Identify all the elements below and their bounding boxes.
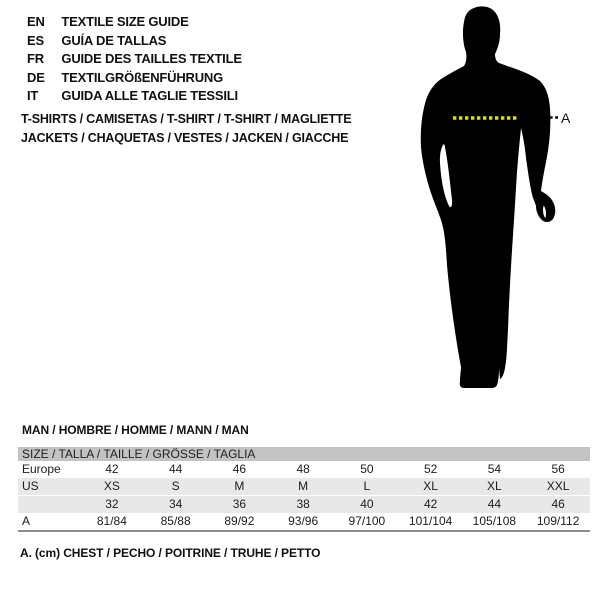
garment-categories [21,110,351,148]
row-label: Europe [22,462,61,476]
language-row-es [27,32,242,51]
measure-label-a: A [561,110,571,126]
measure-footnote: A. (cm) CHEST / PECHO / POITRINE / TRUHE / PETTO [20,546,321,560]
table-cell: 56 [551,462,565,476]
language-code: IT [27,88,39,103]
language-code: FR [27,51,44,66]
table-cell: 52 [423,462,438,476]
table-cell: 44 [168,462,183,476]
table-cell: XXL [526,478,590,496]
size-table-header-row [18,447,590,461]
section-title-man: MAN / HOMBRE / HOMME / MANN / MAN [22,423,249,437]
table-cell: 44 [463,496,527,514]
man-silhouette-figure [408,2,594,394]
table-cell: XS [80,478,144,496]
table-cell: 46 [232,462,247,476]
table-cell: 42 [105,462,119,476]
table-cell: M [271,478,335,496]
table-cell: 109/112 [536,514,580,528]
language-code: DE [27,69,45,85]
table-cell: S [144,478,208,496]
table-cell: 105/108 [472,514,517,528]
language-row-it [27,87,242,106]
language-label: GUIDA ALLE TAGLIE TESSILI [61,88,238,103]
row-label: US [18,478,80,496]
language-label: GUÍA DE TALLAS [61,32,167,48]
table-cell: 32 [80,496,144,514]
language-label: TEXTILGRÖßENFÜHRUNG [61,69,224,85]
language-row-fr [27,50,242,69]
table-row-us-numeric [18,496,590,514]
table-row-europe [18,461,590,478]
table-cell: 46 [526,496,590,514]
table-cell: 54 [487,462,502,476]
table-cell: 34 [144,496,208,514]
table-cell: 40 [335,496,399,514]
table-cell: 85/88 [160,514,191,528]
language-code: EN [27,14,45,29]
table-cell: M [208,478,272,496]
table-cell: XL [463,478,527,496]
size-table-header: SIZE / TALLA / TAILLE / GRÖSSE / TAGLIA [18,447,590,461]
row-label: A [22,514,31,528]
table-cell: 97/100 [348,514,386,528]
category-line-jackets: JACKETS / CHAQUETAS / VESTES / JACKEN / GIACCHE [21,131,349,145]
size-table [18,447,590,532]
language-label: GUIDE DES TAILLES TEXTILE [61,51,242,66]
man-silhouette-shape [421,6,556,388]
table-cell: XL [399,478,463,496]
table-row-a-chest [18,513,590,531]
table-row-us [18,478,590,496]
language-row-en [27,13,242,32]
language-row-de [27,69,242,88]
language-label: TEXTILE SIZE GUIDE [61,14,189,29]
table-cell: 38 [271,496,335,514]
table-cell: L [335,478,399,496]
table-cell: 89/92 [224,514,255,528]
language-code: ES [27,32,44,48]
table-cell: 93/96 [288,514,319,528]
table-cell: 101/104 [408,514,453,528]
table-cell: 36 [208,496,272,514]
row-label [18,496,80,514]
category-line-tshirts: T-SHIRTS / CAMISETAS / T-SHIRT / T-SHIRT / MAGLIETTE [21,112,352,126]
table-cell: 81/84 [96,514,127,528]
table-cell: 42 [399,496,463,514]
language-list [27,13,242,106]
table-cell: 50 [360,462,374,476]
table-cell: 48 [296,462,310,476]
